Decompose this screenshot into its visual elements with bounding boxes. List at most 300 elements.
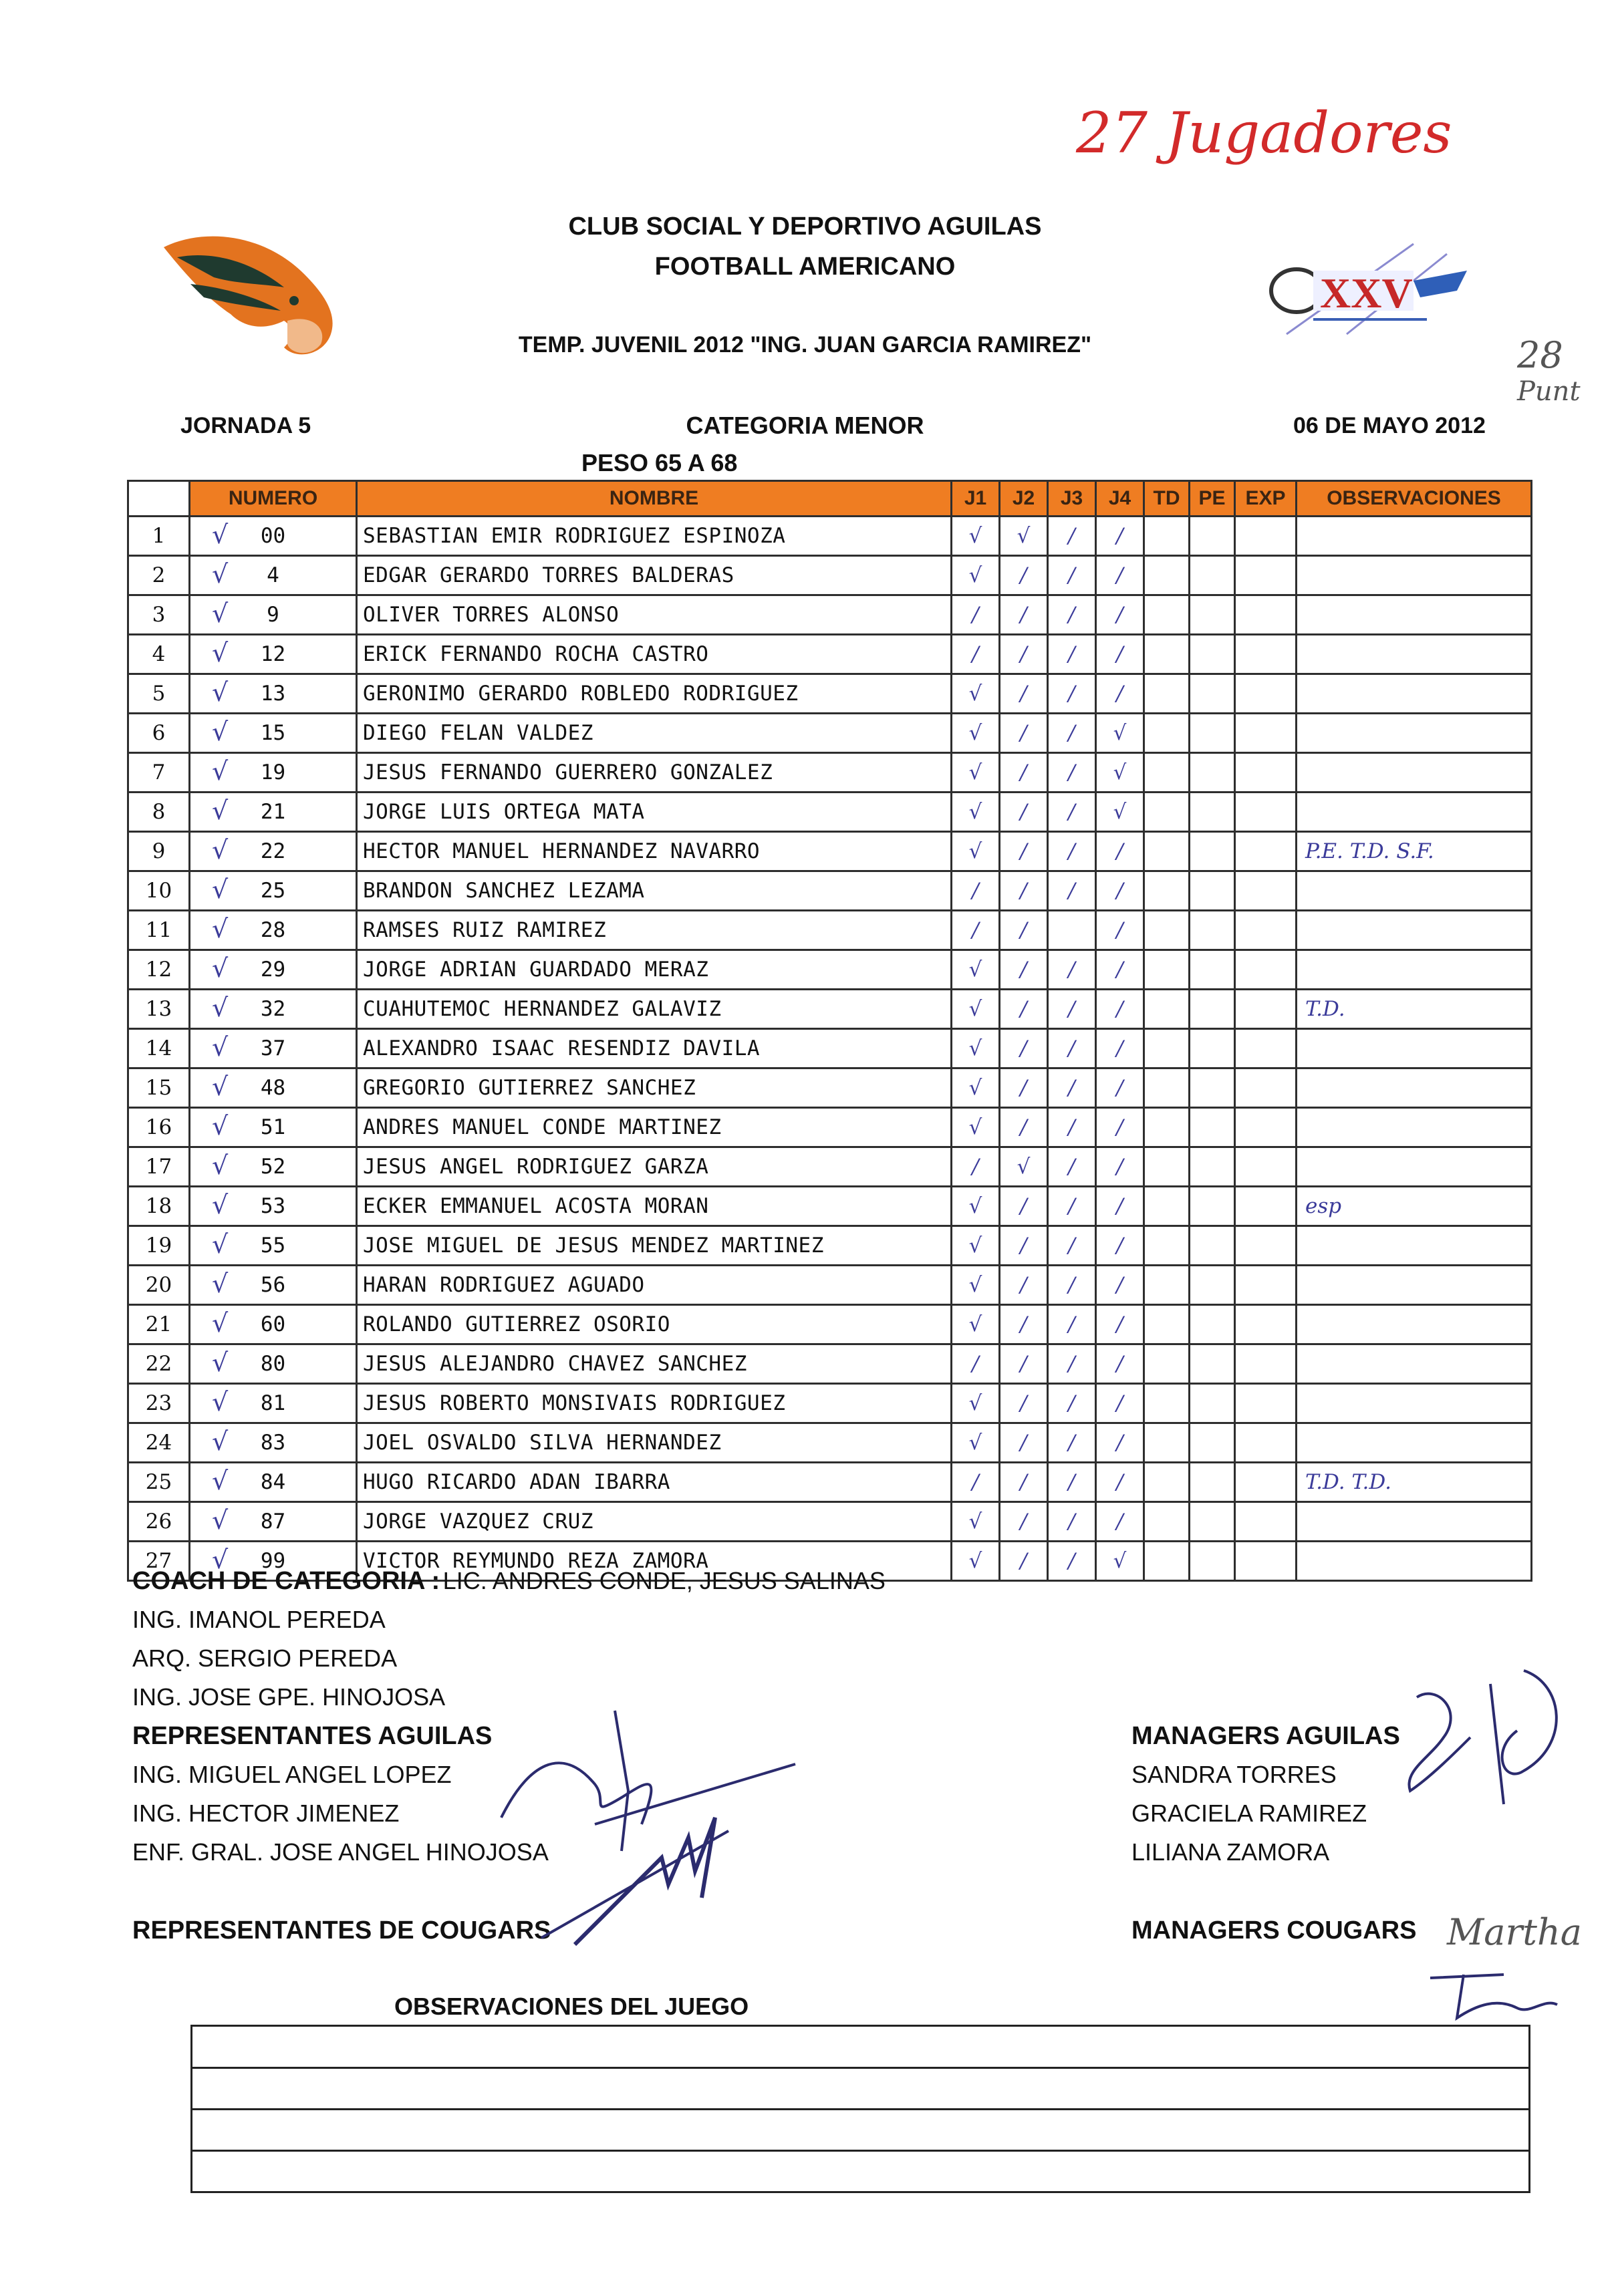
row-index: 11 — [128, 911, 190, 950]
player-number-cell — [190, 1147, 357, 1187]
player-number-cell — [190, 1423, 357, 1463]
game-2-mark: / — [1000, 753, 1048, 793]
player-number: 84 — [260, 1470, 286, 1494]
rep-aguilas-1: ING. MIGUEL ANGEL LOPEZ — [132, 1761, 452, 1788]
player-name: DIEGO FELAN VALDEZ — [357, 714, 952, 753]
player-number-cell — [190, 793, 357, 832]
pe-cell — [1190, 714, 1235, 753]
pe-cell — [1190, 871, 1235, 911]
player-number-cell — [190, 556, 357, 595]
pe-cell — [1190, 1344, 1235, 1384]
attendance-check-icon: √ — [212, 993, 229, 1022]
player-name: JOSE MIGUEL DE JESUS MENDEZ MARTINEZ — [357, 1226, 952, 1266]
observaciones-cell — [1297, 1029, 1532, 1068]
observaciones-cell — [1297, 871, 1532, 911]
player-number: 21 — [260, 800, 286, 824]
td-cell — [1144, 1502, 1190, 1542]
td-cell — [1144, 1384, 1190, 1423]
game-1-mark: √ — [952, 1384, 1000, 1423]
managers-aguilas-label: MANAGERS AGUILAS — [1131, 1722, 1400, 1750]
game-4-mark: / — [1096, 1423, 1144, 1463]
exp-cell — [1235, 1344, 1297, 1384]
exp-cell — [1235, 1187, 1297, 1226]
player-number: 15 — [260, 721, 286, 745]
game-1-mark: √ — [952, 1266, 1000, 1305]
observaciones-cell — [1297, 1147, 1532, 1187]
game-4-mark: / — [1096, 871, 1144, 911]
attendance-check-icon: √ — [212, 1545, 229, 1574]
player-name: GERONIMO GERARDO ROBLEDO RODRIGUEZ — [357, 674, 952, 714]
game-2-mark: / — [1000, 635, 1048, 674]
row-index: 1 — [128, 517, 190, 556]
observaciones-cell — [1297, 517, 1532, 556]
game-2-mark: / — [1000, 1108, 1048, 1147]
player-number: 53 — [260, 1194, 286, 1218]
game-1-mark: √ — [952, 832, 1000, 871]
game-2-mark: / — [1000, 1068, 1048, 1108]
game-4-mark: √ — [1096, 1542, 1144, 1581]
attendance-check-icon: √ — [212, 717, 229, 746]
game-3-mark: / — [1048, 1423, 1096, 1463]
player-number-cell — [190, 1029, 357, 1068]
game-1-mark: √ — [952, 950, 1000, 990]
player-name: HARAN RODRIGUEZ AGUADO — [357, 1266, 952, 1305]
manager-aguilas-1: SANDRA TORRES — [1131, 1761, 1337, 1788]
game-3-mark: / — [1048, 1502, 1096, 1542]
game-2-mark: / — [1000, 793, 1048, 832]
header-observaciones: OBSERVACIONES — [1297, 481, 1532, 517]
td-cell — [1144, 1542, 1190, 1581]
player-number: 37 — [260, 1036, 286, 1060]
table-row — [128, 753, 1532, 793]
player-number: 83 — [260, 1431, 286, 1455]
player-name: VICTOR REYMUNDO REZA ZAMORA — [357, 1542, 952, 1581]
observaciones-cell — [1297, 714, 1532, 753]
pe-cell — [1190, 1384, 1235, 1423]
game-3-mark: / — [1048, 556, 1096, 595]
game-4-mark: / — [1096, 1502, 1144, 1542]
row-index: 13 — [128, 990, 190, 1029]
manager-aguilas-3: LILIANA ZAMORA — [1131, 1838, 1330, 1866]
player-number: 00 — [260, 524, 286, 548]
game-3-mark: / — [1048, 714, 1096, 753]
row-index: 14 — [128, 1029, 190, 1068]
game-2-mark: / — [1000, 1423, 1048, 1463]
game-2-mark: / — [1000, 1384, 1048, 1423]
manager-signature — [1390, 1657, 1591, 1818]
pe-cell — [1190, 1108, 1235, 1147]
observaciones-cell — [1297, 753, 1532, 793]
player-name: EDGAR GERARDO TORRES BALDERAS — [357, 556, 952, 595]
game-1-mark: √ — [952, 674, 1000, 714]
player-number: 81 — [260, 1391, 286, 1415]
player-number-cell — [190, 911, 357, 950]
observaciones-cell — [1297, 950, 1532, 990]
row-index: 25 — [128, 1463, 190, 1502]
row-index: 12 — [128, 950, 190, 990]
pe-cell — [1190, 753, 1235, 793]
pe-cell — [1190, 832, 1235, 871]
game-1-mark: √ — [952, 1108, 1000, 1147]
game-3-mark — [1048, 911, 1096, 950]
exp-cell — [1235, 1502, 1297, 1542]
exp-cell — [1235, 832, 1297, 871]
game-4-mark: / — [1096, 1344, 1144, 1384]
game-2-mark: / — [1000, 1542, 1048, 1581]
game-2-mark: / — [1000, 911, 1048, 950]
obs-juego-label: OBSERVACIONES DEL JUEGO — [394, 1993, 749, 2020]
table-row — [128, 990, 1532, 1029]
svg-text:XXV: XXV — [1320, 269, 1413, 317]
game-4-mark: / — [1096, 1147, 1144, 1187]
pe-cell — [1190, 556, 1235, 595]
player-name: ALEXANDRO ISAAC RESENDIZ DAVILA — [357, 1029, 952, 1068]
row-index: 27 — [128, 1542, 190, 1581]
game-1-mark: √ — [952, 1187, 1000, 1226]
header-index — [128, 481, 190, 517]
coach-label: COACH DE CATEGORIA : — [132, 1567, 440, 1595]
header-nombre: NOMBRE — [357, 481, 952, 517]
td-cell — [1144, 1068, 1190, 1108]
exp-cell — [1235, 1463, 1297, 1502]
categoria-label: CATEGORIA MENOR — [686, 412, 924, 439]
row-index: 16 — [128, 1108, 190, 1147]
observaciones-cell — [1297, 1305, 1532, 1344]
player-number: 9 — [267, 603, 279, 627]
game-1-mark: √ — [952, 517, 1000, 556]
club-name: CLUB SOCIAL Y DEPORTIVO AGUILAS — [568, 212, 1042, 241]
attendance-check-icon: √ — [212, 1151, 229, 1180]
table-row — [128, 1423, 1532, 1463]
row-index: 23 — [128, 1384, 190, 1423]
fecha-label: 06 DE MAYO 2012 — [1293, 413, 1486, 438]
game-1-mark: √ — [952, 1502, 1000, 1542]
player-name: SEBASTIAN EMIR RODRIGUEZ ESPINOZA — [357, 517, 952, 556]
player-number-cell — [190, 1068, 357, 1108]
attendance-check-icon: √ — [212, 756, 229, 786]
coach-names: LIC. ANDRES CONDE, JESUS SALINAS — [442, 1567, 886, 1594]
row-index: 22 — [128, 1344, 190, 1384]
manager-aguilas-2: GRACIELA RAMIREZ — [1131, 1800, 1367, 1827]
table-row — [128, 635, 1532, 674]
game-2-mark: / — [1000, 1305, 1048, 1344]
attendance-check-icon: √ — [212, 914, 229, 944]
player-number: 80 — [260, 1352, 286, 1376]
managers-cougars-handwritten: Martha — [1447, 1911, 1582, 1953]
exp-cell — [1235, 1423, 1297, 1463]
exp-cell — [1235, 1542, 1297, 1581]
player-name: GREGORIO GUTIERREZ SANCHEZ — [357, 1068, 952, 1108]
row-index: 15 — [128, 1068, 190, 1108]
player-number: 52 — [260, 1155, 286, 1179]
pe-cell — [1190, 1502, 1235, 1542]
game-2-mark: √ — [1000, 1147, 1048, 1187]
row-index: 20 — [128, 1266, 190, 1305]
obs-line — [192, 2150, 1528, 2152]
observaciones-cell — [1297, 1108, 1532, 1147]
exp-cell — [1235, 871, 1297, 911]
player-name: JESUS FERNANDO GUERRERO GONZALEZ — [357, 753, 952, 793]
pe-cell — [1190, 911, 1235, 950]
game-4-mark: / — [1096, 1029, 1144, 1068]
player-number: 4 — [267, 563, 279, 587]
game-1-mark: / — [952, 1463, 1000, 1502]
exp-cell — [1235, 1266, 1297, 1305]
row-index: 9 — [128, 832, 190, 871]
observaciones-cell — [1297, 635, 1532, 674]
game-3-mark: / — [1048, 832, 1096, 871]
td-cell — [1144, 674, 1190, 714]
player-name: JORGE VAZQUEZ CRUZ — [357, 1502, 952, 1542]
attendance-check-icon: √ — [212, 875, 229, 904]
game-3-mark: / — [1048, 1187, 1096, 1226]
game-3-mark: / — [1048, 871, 1096, 911]
player-number-cell — [190, 635, 357, 674]
td-cell — [1144, 1463, 1190, 1502]
game-4-mark: / — [1096, 1068, 1144, 1108]
exp-cell — [1235, 1305, 1297, 1344]
coach-extra-2: ARQ. SERGIO PEREDA — [132, 1644, 398, 1672]
observaciones-cell — [1297, 1266, 1532, 1305]
td-cell — [1144, 911, 1190, 950]
game-4-mark: / — [1096, 1266, 1144, 1305]
td-cell — [1144, 1344, 1190, 1384]
pe-cell — [1190, 1423, 1235, 1463]
table-row — [128, 1108, 1532, 1147]
player-number: 55 — [260, 1234, 286, 1258]
exp-cell — [1235, 1226, 1297, 1266]
table-row — [128, 950, 1532, 990]
header-j3: J3 — [1048, 481, 1096, 517]
game-4-mark: / — [1096, 595, 1144, 635]
exp-cell — [1235, 1147, 1297, 1187]
pe-cell — [1190, 1226, 1235, 1266]
table-row — [128, 1029, 1532, 1068]
exp-cell — [1235, 674, 1297, 714]
player-number-cell — [190, 595, 357, 635]
pe-cell — [1190, 674, 1235, 714]
pe-cell — [1190, 1187, 1235, 1226]
attendance-check-icon: √ — [212, 1466, 229, 1495]
game-3-mark: / — [1048, 753, 1096, 793]
exp-cell — [1235, 990, 1297, 1029]
player-number-cell — [190, 753, 357, 793]
game-1-mark: √ — [952, 1423, 1000, 1463]
exp-cell — [1235, 950, 1297, 990]
table-header-row — [128, 481, 1532, 517]
table-row — [128, 595, 1532, 635]
td-cell — [1144, 950, 1190, 990]
game-3-mark: / — [1048, 1305, 1096, 1344]
player-number-cell — [190, 950, 357, 990]
player-number: 60 — [260, 1312, 286, 1336]
pe-cell — [1190, 635, 1235, 674]
table-row — [128, 832, 1532, 871]
game-3-mark: / — [1048, 793, 1096, 832]
td-cell — [1144, 1187, 1190, 1226]
game-2-mark: / — [1000, 595, 1048, 635]
attendance-check-icon: √ — [212, 1032, 229, 1062]
game-2-mark: / — [1000, 832, 1048, 871]
observaciones-cell: T.D. — [1297, 990, 1532, 1029]
table-row — [128, 871, 1532, 911]
game-4-mark: / — [1096, 911, 1144, 950]
row-index: 21 — [128, 1305, 190, 1344]
game-4-mark: / — [1096, 1108, 1144, 1147]
game-2-mark: / — [1000, 1344, 1048, 1384]
game-3-mark: / — [1048, 990, 1096, 1029]
player-number: 12 — [260, 642, 286, 666]
table-row — [128, 1068, 1532, 1108]
header-j2: J2 — [1000, 481, 1048, 517]
row-index: 6 — [128, 714, 190, 753]
game-3-mark: / — [1048, 1068, 1096, 1108]
pe-cell — [1190, 1463, 1235, 1502]
observaciones-cell: P.E. T.D. S.F. — [1297, 832, 1532, 871]
observaciones-cell — [1297, 1502, 1532, 1542]
player-number-cell — [190, 1384, 357, 1423]
td-cell — [1144, 1029, 1190, 1068]
obs-line — [192, 2067, 1528, 2069]
row-index: 26 — [128, 1502, 190, 1542]
player-number: 48 — [260, 1076, 286, 1100]
table-row — [128, 911, 1532, 950]
row-index: 7 — [128, 753, 190, 793]
game-2-mark: / — [1000, 1502, 1048, 1542]
handwritten-margin-points: 28 Punt — [1517, 334, 1581, 407]
observaciones-cell: T.D. T.D. — [1297, 1463, 1532, 1502]
pe-cell — [1190, 793, 1235, 832]
attendance-check-icon: √ — [212, 520, 229, 549]
game-2-mark: √ — [1000, 517, 1048, 556]
row-index: 19 — [128, 1226, 190, 1266]
td-cell — [1144, 595, 1190, 635]
game-1-mark: / — [952, 1147, 1000, 1187]
row-index: 3 — [128, 595, 190, 635]
header-j1: J1 — [952, 481, 1000, 517]
player-number-cell — [190, 1305, 357, 1344]
table-row — [128, 1305, 1532, 1344]
player-number-cell — [190, 832, 357, 871]
game-1-mark: √ — [952, 1068, 1000, 1108]
coach-line — [132, 1567, 886, 1596]
attendance-check-icon: √ — [212, 835, 229, 865]
game-3-mark: / — [1048, 1108, 1096, 1147]
game-2-mark: / — [1000, 1266, 1048, 1305]
pe-cell — [1190, 1305, 1235, 1344]
attendance-check-icon: √ — [212, 1190, 229, 1219]
exp-cell — [1235, 1029, 1297, 1068]
table-row — [128, 793, 1532, 832]
attendance-check-icon: √ — [212, 678, 229, 707]
player-number: 28 — [260, 918, 286, 942]
game-3-mark: / — [1048, 1226, 1096, 1266]
game-3-mark: / — [1048, 1542, 1096, 1581]
game-1-mark: √ — [952, 753, 1000, 793]
td-cell — [1144, 1266, 1190, 1305]
attendance-check-icon: √ — [212, 1111, 229, 1141]
player-number: 13 — [260, 682, 286, 706]
attendance-check-icon: √ — [212, 559, 229, 589]
rep-aguilas-label: REPRESENTANTES AGUILAS — [132, 1722, 493, 1750]
player-name: ANDRES MANUEL CONDE MARTINEZ — [357, 1108, 952, 1147]
observaciones-juego-box — [190, 2025, 1530, 2193]
player-name: HUGO RICARDO ADAN IBARRA — [357, 1463, 952, 1502]
pe-cell — [1190, 1068, 1235, 1108]
exp-cell — [1235, 911, 1297, 950]
td-cell — [1144, 1305, 1190, 1344]
row-index: 18 — [128, 1187, 190, 1226]
game-2-mark: / — [1000, 714, 1048, 753]
observaciones-cell — [1297, 556, 1532, 595]
game-4-mark: / — [1096, 990, 1144, 1029]
player-name: ERICK FERNANDO ROCHA CASTRO — [357, 635, 952, 674]
observaciones-cell — [1297, 1384, 1532, 1423]
game-3-mark: / — [1048, 950, 1096, 990]
game-1-mark: √ — [952, 1226, 1000, 1266]
obs-line — [192, 2108, 1528, 2110]
observaciones-cell — [1297, 1226, 1532, 1266]
player-name: CUAHUTEMOC HERNANDEZ GALAVIZ — [357, 990, 952, 1029]
exp-cell — [1235, 753, 1297, 793]
table-row — [128, 1266, 1532, 1305]
representative-signature — [488, 1684, 822, 1965]
td-cell — [1144, 1423, 1190, 1463]
player-number: 19 — [260, 760, 286, 784]
game-3-mark: / — [1048, 1384, 1096, 1423]
game-1-mark: / — [952, 871, 1000, 911]
game-2-mark: / — [1000, 1187, 1048, 1226]
game-4-mark: / — [1096, 1384, 1144, 1423]
observaciones-cell: esp — [1297, 1187, 1532, 1226]
game-4-mark: √ — [1096, 753, 1144, 793]
player-number-cell — [190, 1463, 357, 1502]
game-4-mark: / — [1096, 517, 1144, 556]
game-3-mark: / — [1048, 517, 1096, 556]
player-number: 51 — [260, 1115, 286, 1139]
game-2-mark: / — [1000, 556, 1048, 595]
exp-cell — [1235, 517, 1297, 556]
observaciones-cell — [1297, 793, 1532, 832]
player-name: ECKER EMMANUEL ACOSTA MORAN — [357, 1187, 952, 1226]
table-row — [128, 1502, 1532, 1542]
game-4-mark: / — [1096, 832, 1144, 871]
exp-cell — [1235, 635, 1297, 674]
td-cell — [1144, 1108, 1190, 1147]
player-number: 25 — [260, 879, 286, 903]
observaciones-cell — [1297, 911, 1532, 950]
game-3-mark: / — [1048, 674, 1096, 714]
game-4-mark: √ — [1096, 793, 1144, 832]
coach-extra-1: ING. IMANOL PEREDA — [132, 1606, 386, 1633]
row-index: 2 — [128, 556, 190, 595]
player-name: JORGE ADRIAN GUARDADO MERAZ — [357, 950, 952, 990]
attendance-check-icon: √ — [212, 638, 229, 668]
td-cell — [1144, 1147, 1190, 1187]
game-1-mark: √ — [952, 556, 1000, 595]
table-row — [128, 517, 1532, 556]
pe-cell — [1190, 1029, 1235, 1068]
game-4-mark: / — [1096, 674, 1144, 714]
player-number: 99 — [260, 1549, 286, 1573]
player-number: 22 — [260, 839, 286, 863]
player-name: JORGE LUIS ORTEGA MATA — [357, 793, 952, 832]
attendance-check-icon: √ — [212, 1387, 229, 1417]
exp-cell — [1235, 1108, 1297, 1147]
player-number-cell — [190, 871, 357, 911]
td-cell — [1144, 832, 1190, 871]
td-cell — [1144, 990, 1190, 1029]
